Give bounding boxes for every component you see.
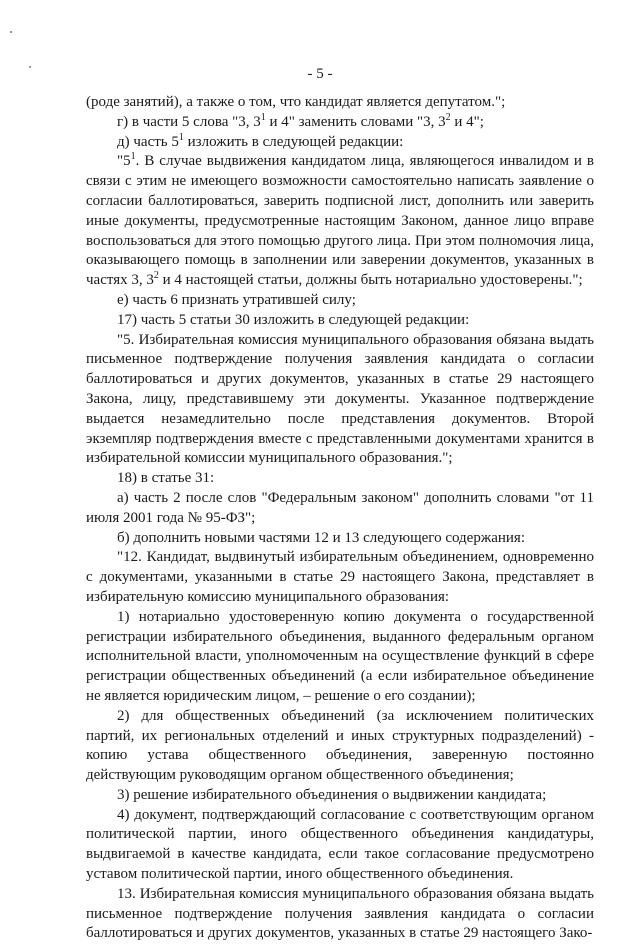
text-run: д) часть 5 bbox=[117, 133, 179, 150]
paragraph-p14 bbox=[86, 786, 594, 806]
paragraph-p15 bbox=[86, 806, 594, 885]
paragraph-p2 bbox=[86, 113, 594, 133]
text-run: 13. Избирательная комиссия муниципального образования обязана выдать письменное подтверждение получения заявления кандидата о согласии баллотироваться и других документов, указанных в статье 29 настоящего Зако- bbox=[86, 885, 594, 942]
text-run: 3) решение избирательного объединения о выдвижении кандидата; bbox=[117, 786, 547, 803]
paragraph-p12 bbox=[86, 608, 594, 707]
superscript: 2 bbox=[445, 111, 451, 123]
text-run: 18) в статье 31: bbox=[117, 470, 215, 487]
paragraph-p5 bbox=[86, 291, 594, 311]
paragraph-p7 bbox=[86, 331, 594, 470]
text-run: изложить в следующей редакции: bbox=[183, 133, 404, 150]
text-run: б) дополнить новыми частями 12 и 13 следующего содержания: bbox=[117, 529, 525, 546]
text-run: 1) нотариально удостоверенную копию документа о государственной регистрации избирательного объединения, выданного федеральным органом исполнительной власти, уполномоченным на осуществление функций в сфере регистрации общественных объединений (а если избирательное объединение не является юридическим лицом, – решение о его создании); bbox=[86, 608, 594, 704]
text-run: "5. Избирательная комиссия муниципального образования обязана выдать письменное подтверждение получения заявления кандидата о согласии баллотироваться и других документов, указанных в статье 29 настоящего Закона, лицу, представившему эти документы. Указанное подтверждение выдается незамедлительно после представления документов. Второй экземпляр подтверждения вместе с представленными документами хранится в избирательной комиссии муниципального образования."; bbox=[86, 331, 594, 467]
paragraph-p1 bbox=[86, 93, 594, 113]
paragraph-p3 bbox=[86, 133, 594, 153]
document-body bbox=[86, 93, 594, 944]
superscript: 1 bbox=[178, 131, 184, 143]
paragraph-p6 bbox=[86, 311, 594, 331]
paragraph-p11 bbox=[86, 548, 594, 607]
text-run: 4) документ, подтверждающий согласование с соответствующим органом политической партии, иного общественного объединения кандидатуры, выдвигаемой в качестве кандидата, если такое согласование предусмотрено уставом политической партии, иного общественного объединения. bbox=[86, 806, 594, 883]
text-run: "12. Кандидат, выдвинутый избирательным объединением, одновременно с документами, указанными в статье 29 настоящего Закона, представляет в избирательную комиссию муниципального образования: bbox=[86, 549, 594, 605]
paragraph-p8 bbox=[86, 469, 594, 489]
text-run: е) часть 6 признать утратившей силу; bbox=[117, 291, 356, 308]
text-run: "5 bbox=[117, 153, 131, 170]
text-run: г) в части 5 слова "3, 3 bbox=[117, 113, 261, 130]
superscript: 1 bbox=[130, 151, 136, 163]
text-run: а) часть 2 после слов "Федеральным законом" дополнить словами "от 11 июля 2001 года № 95-ФЗ"; bbox=[86, 489, 594, 526]
paragraph-p16 bbox=[86, 885, 594, 944]
text-run: (роде занятий), а также о том, что кандидат является депутатом."; bbox=[86, 94, 506, 110]
paragraph-p4 bbox=[86, 152, 594, 291]
text-run: . В случае выдвижения кандидатом лица, являющегося инвалидом и в связи с этим не имеющего возможности самостоятельно написать заявление о согласии баллотироваться, заверить подписной лист, дополнить или заверить иные документы, предусмотренные настоящим Законом, данное лицо вправе воспользоваться для этого помощью другого лица. При этом полномочия лица, оказывающего помощь в заполнении или заверении документов, указанных в частях 3, 3 bbox=[86, 153, 594, 289]
text-run: 2) для общественных объединений (за исключением политических партий, их региональных отделений и иных структурных подразделений) - копию устава общественного объединения, заверенную постоянно действующим руководящим органом общественного объединения; bbox=[86, 707, 594, 784]
paragraph-p9 bbox=[86, 489, 594, 529]
text-run: и 4" заменить словами "3, 3 bbox=[265, 113, 446, 130]
superscript: 1 bbox=[260, 111, 266, 123]
scan-speck bbox=[10, 31, 12, 33]
paragraph-p13 bbox=[86, 707, 594, 786]
page-number: - 5 - bbox=[307, 66, 333, 82]
paragraph-p10 bbox=[86, 529, 594, 549]
text-run: 17) часть 5 статьи 30 изложить в следующей редакции: bbox=[117, 311, 470, 328]
superscript: 2 bbox=[153, 270, 159, 282]
text-run: и 4 настоящей статьи, должны быть нотариально удостоверены."; bbox=[158, 272, 583, 289]
text-run: и 4"; bbox=[450, 113, 484, 130]
